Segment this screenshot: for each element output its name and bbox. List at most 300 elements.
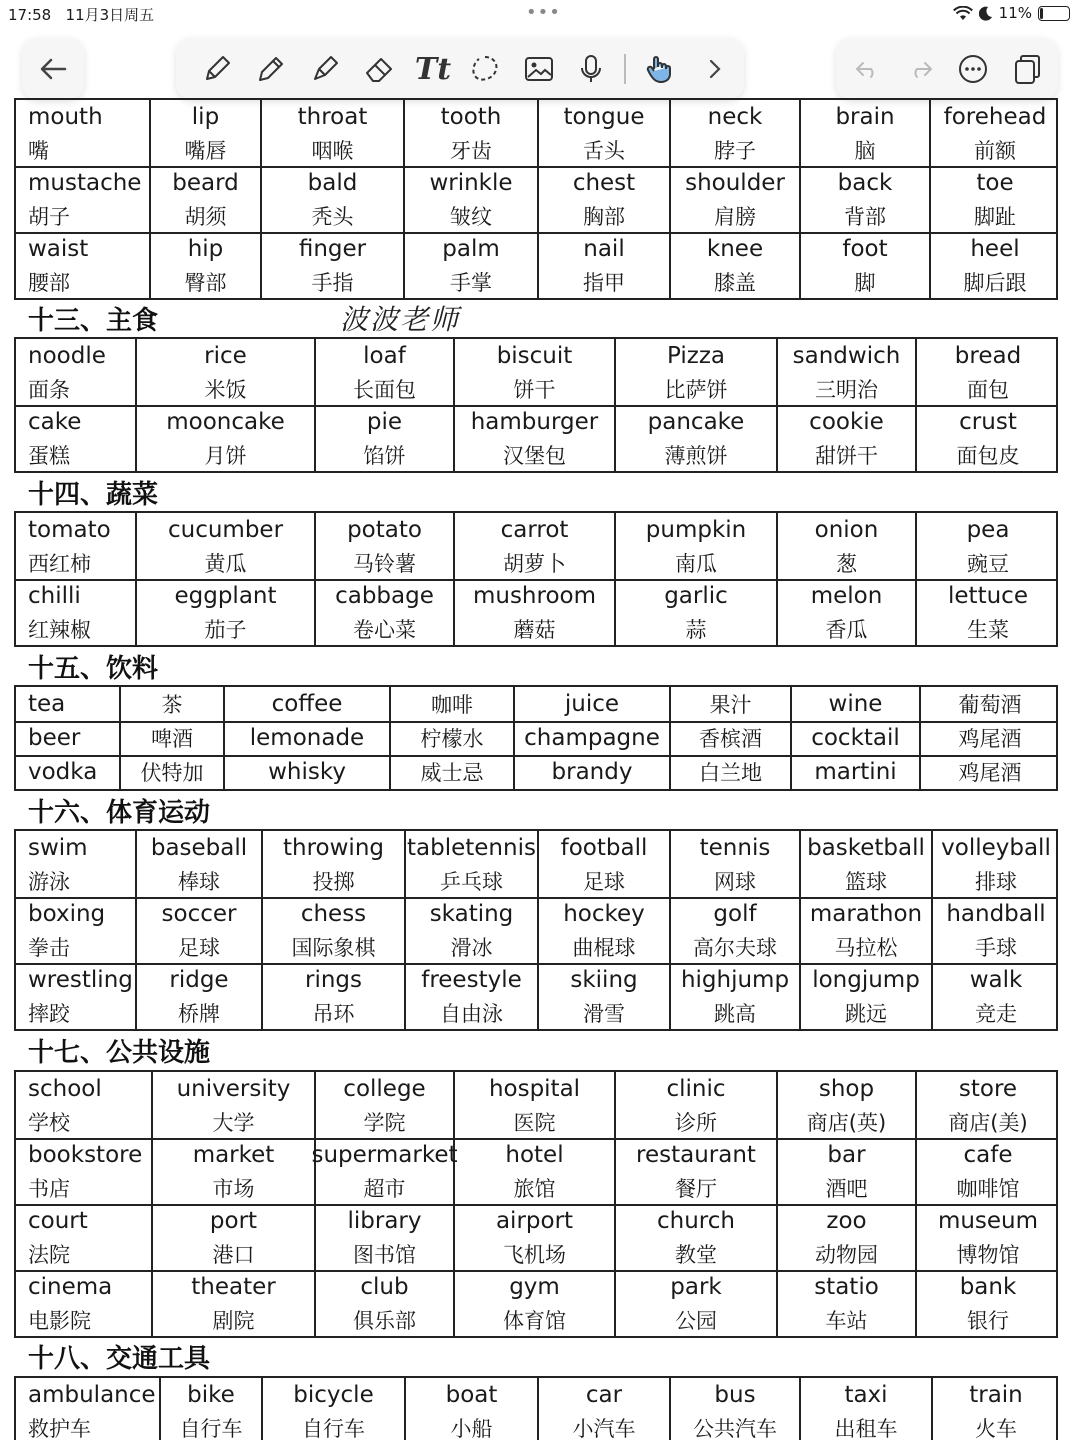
english-word: soccer xyxy=(161,900,237,927)
chinese-word: 自由泳 xyxy=(440,1001,503,1026)
english-word: biscuit xyxy=(496,342,573,369)
chinese-word: 投掷 xyxy=(312,869,355,894)
eraser-icon xyxy=(363,53,395,85)
english-word: wrestling xyxy=(28,966,133,993)
english-word: cinema xyxy=(28,1273,113,1300)
chinese-word: 胸部 xyxy=(583,204,625,229)
section-heading: 十五、饮料 xyxy=(28,654,159,684)
toolbar xyxy=(0,30,1080,100)
chinese-word: 香瓜 xyxy=(825,617,868,642)
chinese-word: 车站 xyxy=(825,1308,868,1333)
chinese-word: 市场 xyxy=(212,1176,255,1201)
table-row xyxy=(16,996,1056,1029)
chinese-word: 脚后跟 xyxy=(963,270,1027,295)
english-word: port xyxy=(209,1207,258,1234)
chinese-word: 自行车 xyxy=(179,1416,243,1440)
english-word: chess xyxy=(300,900,367,927)
chinese-word: 法院 xyxy=(28,1242,70,1267)
chinese-word: 跳远 xyxy=(845,1001,887,1026)
english-word: marathon xyxy=(809,900,923,927)
english-word: cake xyxy=(28,408,82,435)
table-row xyxy=(16,1204,1056,1237)
highlighter-tool-button[interactable] xyxy=(304,48,346,90)
english-word: eggplant xyxy=(174,582,277,609)
chinese-word: 飞机场 xyxy=(503,1242,566,1267)
chinese-word: 背部 xyxy=(844,204,886,229)
english-word: boat xyxy=(445,1381,498,1408)
chinese-word: 三明治 xyxy=(815,377,878,402)
chinese-word: 小船 xyxy=(450,1416,493,1440)
english-word: knee xyxy=(706,235,764,262)
chinese-word: 手球 xyxy=(975,935,1017,960)
english-word: skating xyxy=(429,900,514,927)
chinese-word: 臀部 xyxy=(184,270,227,295)
english-word: coffee xyxy=(271,691,343,717)
english-word: brandy xyxy=(551,759,633,785)
chinese-word: 棒球 xyxy=(178,869,220,894)
english-word: lemonade xyxy=(249,725,365,751)
microphone-icon xyxy=(575,53,607,85)
actions-pill xyxy=(836,38,1058,100)
more-options-button[interactable] xyxy=(952,48,994,90)
pages-icon xyxy=(1012,53,1042,85)
highlighter-icon xyxy=(309,53,341,85)
chinese-word: 汉堡包 xyxy=(503,443,566,468)
english-word: volleyball xyxy=(941,834,1051,861)
chinese-word: 咽喉 xyxy=(311,138,354,163)
redo-button[interactable] xyxy=(900,48,942,90)
chinese-word: 比萨饼 xyxy=(664,377,728,402)
chinese-word: 咖啡馆 xyxy=(956,1176,1020,1201)
english-word: clinic xyxy=(666,1075,726,1102)
english-word: crust xyxy=(959,408,1017,435)
vocab-table xyxy=(14,685,1058,791)
chinese-word: 茶 xyxy=(161,693,183,717)
table-row xyxy=(16,546,1056,579)
chinese-word: 银行 xyxy=(967,1308,1009,1333)
english-word: market xyxy=(192,1141,275,1168)
table-row xyxy=(16,372,1056,405)
english-word: golf xyxy=(713,900,757,927)
english-word: sandwich xyxy=(792,342,901,369)
chinese-word: 饼干 xyxy=(513,377,556,402)
english-word: waist xyxy=(28,235,89,262)
chinese-word: 手掌 xyxy=(450,270,492,295)
chinese-word: 滑冰 xyxy=(450,935,493,960)
english-word: mouth xyxy=(28,103,103,130)
vocab-table xyxy=(14,1070,1058,1338)
english-word: toe xyxy=(976,169,1014,196)
pencil-tool-button[interactable] xyxy=(250,48,292,90)
chinese-word: 博物馆 xyxy=(956,1242,1020,1267)
chinese-word: 篮球 xyxy=(845,869,887,894)
chevron-right-icon xyxy=(706,57,724,81)
english-word: neck xyxy=(707,103,763,130)
vocab-table xyxy=(14,829,1058,1031)
english-word: bike xyxy=(187,1381,235,1408)
english-word: ambulance xyxy=(28,1381,156,1408)
handwritten-signature: 波波老师 xyxy=(340,303,461,336)
english-word: cocktail xyxy=(811,725,900,751)
chinese-word: 肩膀 xyxy=(714,204,756,229)
chinese-word: 滑雪 xyxy=(583,1001,625,1026)
chinese-word: 拳击 xyxy=(28,935,70,960)
chinese-word: 竞走 xyxy=(975,1001,1017,1026)
english-word: court xyxy=(28,1207,88,1234)
english-word: hockey xyxy=(563,900,645,927)
chinese-word: 威士忌 xyxy=(420,761,484,785)
status-bar xyxy=(0,0,1080,28)
english-word: ridge xyxy=(169,966,229,993)
english-word: bus xyxy=(714,1381,756,1408)
redo-icon xyxy=(907,57,935,81)
chinese-word: 胡须 xyxy=(184,204,227,229)
chinese-word: 牙齿 xyxy=(450,138,492,163)
english-word: highjump xyxy=(680,966,790,993)
pages-button[interactable] xyxy=(1006,48,1048,90)
chinese-word: 学院 xyxy=(363,1110,406,1135)
english-word: zoo xyxy=(826,1207,867,1234)
chinese-word: 前额 xyxy=(974,138,1016,163)
table-row xyxy=(16,831,1056,864)
english-word: palm xyxy=(442,235,500,262)
multitasking-dots-icon[interactable]: ••• xyxy=(526,2,561,23)
chinese-word: 豌豆 xyxy=(967,551,1009,576)
chinese-word: 舌头 xyxy=(583,138,625,163)
english-word: melon xyxy=(810,582,883,609)
chinese-word: 超市 xyxy=(363,1176,406,1201)
english-word: tongue xyxy=(563,103,645,130)
battery-icon xyxy=(1038,6,1070,21)
english-word: juice xyxy=(564,691,620,717)
english-word: vodka xyxy=(28,759,98,785)
chinese-word: 蘑菇 xyxy=(513,617,556,642)
chinese-word: 白兰地 xyxy=(699,761,762,785)
english-word: skiing xyxy=(570,966,638,993)
more-icon xyxy=(957,53,989,85)
status-time: 17:58 11月3日周五 xyxy=(8,6,155,24)
english-word: tabletennis xyxy=(407,834,536,861)
chinese-word: 俱乐部 xyxy=(353,1308,416,1333)
chinese-word: 米饭 xyxy=(204,377,247,402)
chinese-word: 葡萄酒 xyxy=(958,693,1022,717)
pen-tool-button[interactable] xyxy=(196,48,238,90)
chinese-word: 马铃薯 xyxy=(353,551,416,576)
english-word: heel xyxy=(970,235,1020,262)
chinese-word: 胡子 xyxy=(28,204,70,229)
chinese-word: 鸡尾酒 xyxy=(958,727,1022,751)
chinese-word: 面包皮 xyxy=(956,443,1020,468)
chinese-word: 腰部 xyxy=(28,270,70,295)
table-row xyxy=(16,1171,1056,1204)
english-word: pie xyxy=(366,408,403,435)
chinese-word: 公共汽车 xyxy=(693,1416,777,1440)
chinese-word: 脚 xyxy=(854,270,876,295)
chinese-word: 港口 xyxy=(212,1242,255,1267)
section-heading: 十八、交通工具 xyxy=(28,1344,211,1374)
english-word: cafe xyxy=(963,1141,1013,1168)
chinese-word: 馅饼 xyxy=(363,443,406,468)
chinese-word: 伏特加 xyxy=(140,761,204,785)
chinese-word: 嘴唇 xyxy=(184,138,227,163)
back-button[interactable] xyxy=(22,38,84,100)
microphone-button[interactable] xyxy=(570,48,612,90)
chinese-word: 图书馆 xyxy=(353,1242,416,1267)
image-tool-button[interactable] xyxy=(518,48,560,90)
section-heading: 十七、公共设施 xyxy=(28,1038,211,1068)
table-row xyxy=(16,1270,1056,1303)
back-arrow-icon xyxy=(39,57,67,81)
chinese-word: 脚趾 xyxy=(974,204,1016,229)
english-word: club xyxy=(360,1273,409,1300)
chinese-word: 旅馆 xyxy=(513,1176,556,1201)
english-word: museum xyxy=(937,1207,1039,1234)
english-word: car xyxy=(585,1381,623,1408)
table-row xyxy=(16,438,1056,471)
vocab-table xyxy=(14,511,1058,647)
english-word: nail xyxy=(583,235,625,262)
chinese-word: 自行车 xyxy=(302,1416,365,1440)
english-word: finger xyxy=(298,235,367,262)
english-word: walk xyxy=(969,966,1023,993)
pen-icon xyxy=(201,53,233,85)
chinese-word: 出租车 xyxy=(834,1416,898,1440)
chinese-word: 游泳 xyxy=(28,869,70,894)
undo-icon xyxy=(853,57,881,81)
chinese-word: 小汽车 xyxy=(572,1416,636,1440)
table-row xyxy=(16,265,1056,298)
chinese-word: 高尔夫球 xyxy=(693,935,777,960)
table-row xyxy=(16,405,1056,438)
english-word: freestyle xyxy=(421,966,522,993)
chinese-word: 嘴 xyxy=(28,138,49,163)
section-heading: 十四、蔬菜 xyxy=(28,480,159,510)
english-word: supermarket xyxy=(311,1141,458,1168)
english-word: handball xyxy=(946,900,1046,927)
english-word: statio xyxy=(814,1273,879,1300)
english-word: college xyxy=(343,1075,426,1102)
pencil-icon xyxy=(255,53,287,85)
chinese-word: 曲棍球 xyxy=(572,935,636,960)
back-button-pill xyxy=(22,38,84,100)
table-row xyxy=(16,513,1056,546)
english-word: tennis xyxy=(699,834,771,861)
table-row xyxy=(16,100,1056,133)
table-row xyxy=(16,579,1056,612)
english-word: wine xyxy=(828,691,883,717)
table-row xyxy=(16,1105,1056,1138)
toolbar-divider xyxy=(624,54,626,84)
english-word: hospital xyxy=(488,1075,581,1102)
english-word: mushroom xyxy=(472,582,597,609)
english-word: beer xyxy=(28,725,81,751)
table-row xyxy=(16,930,1056,963)
chinese-word: 书店 xyxy=(28,1176,70,1201)
chinese-word: 餐厅 xyxy=(675,1176,717,1201)
section-heading: 十六、体育运动 xyxy=(28,798,211,828)
english-word: train xyxy=(969,1381,1023,1408)
english-word: cucumber xyxy=(167,516,284,543)
chinese-word: 电影院 xyxy=(28,1308,91,1333)
chinese-word: 公园 xyxy=(675,1308,717,1333)
table-row xyxy=(16,166,1056,199)
table-row xyxy=(16,1303,1056,1336)
lasso-tool-button[interactable] xyxy=(464,48,506,90)
chinese-word: 学校 xyxy=(28,1110,70,1135)
table-row xyxy=(16,687,1056,721)
chinese-word: 蛋糕 xyxy=(28,443,70,468)
english-word: foot xyxy=(842,235,888,262)
english-word: mooncake xyxy=(166,408,285,435)
english-word: pumpkin xyxy=(645,516,747,543)
english-word: shop xyxy=(818,1075,875,1102)
chinese-word: 教堂 xyxy=(675,1242,717,1267)
chinese-word: 鸡尾酒 xyxy=(958,761,1022,785)
english-word: hamburger xyxy=(470,408,599,435)
lasso-icon xyxy=(469,53,501,85)
english-word: school xyxy=(28,1075,102,1102)
english-word: onion xyxy=(814,516,879,543)
table-row xyxy=(16,1411,1056,1440)
english-word: football xyxy=(560,834,648,861)
table-row xyxy=(16,864,1056,897)
english-word: potato xyxy=(347,516,422,543)
english-word: wrinkle xyxy=(429,169,513,196)
undo-button[interactable] xyxy=(846,48,888,90)
chinese-word: 诊所 xyxy=(675,1110,717,1135)
english-word: lettuce xyxy=(948,582,1028,609)
chinese-word: 甜饼干 xyxy=(815,443,878,468)
note-page[interactable] xyxy=(0,98,1080,1440)
table-row xyxy=(16,1072,1056,1105)
english-word: whisky xyxy=(268,759,346,785)
english-word: store xyxy=(958,1075,1018,1102)
chinese-word: 足球 xyxy=(583,869,625,894)
table-row xyxy=(16,1378,1056,1411)
chinese-word: 蒜 xyxy=(685,617,707,642)
section-heading: 十三、主食 xyxy=(28,306,159,336)
english-word: throat xyxy=(297,103,368,130)
english-word: tooth xyxy=(440,103,502,130)
battery-percent: 11% xyxy=(998,4,1032,22)
table-row xyxy=(16,897,1056,930)
chinese-word: 皱纹 xyxy=(450,204,492,229)
chinese-word: 救护车 xyxy=(28,1416,91,1440)
english-word: champagne xyxy=(524,725,660,751)
english-word: tea xyxy=(28,691,66,717)
english-word: loaf xyxy=(363,342,406,369)
chinese-word: 商店(美) xyxy=(948,1110,1028,1135)
english-word: rice xyxy=(204,342,247,369)
chinese-word: 胡萝卜 xyxy=(503,551,566,576)
touch-mode-button[interactable] xyxy=(638,48,680,90)
english-word: theater xyxy=(191,1273,276,1300)
chinese-word: 香槟酒 xyxy=(699,727,762,751)
vocab-table xyxy=(14,337,1058,473)
english-word: forehead xyxy=(943,103,1047,130)
table-row xyxy=(16,199,1056,232)
image-icon xyxy=(523,53,555,85)
chinese-word: 果汁 xyxy=(709,693,752,717)
english-word: bald xyxy=(307,169,358,196)
english-word: pea xyxy=(966,516,1010,543)
english-word: bicycle xyxy=(293,1381,374,1408)
english-word: bar xyxy=(827,1141,866,1168)
table-row xyxy=(16,612,1056,645)
moon-icon xyxy=(979,6,993,21)
chinese-word: 指甲 xyxy=(583,270,625,295)
chinese-word: 咖啡 xyxy=(431,693,473,717)
english-word: airport xyxy=(495,1207,574,1234)
table-row xyxy=(16,339,1056,372)
english-word: mustache xyxy=(28,169,142,196)
table-row xyxy=(16,1237,1056,1270)
english-word: university xyxy=(176,1075,291,1102)
wifi-icon xyxy=(953,6,973,21)
english-word: Pizza xyxy=(667,342,725,369)
eraser-tool-button[interactable] xyxy=(358,48,400,90)
table-row xyxy=(16,755,1056,789)
chinese-word: 动物园 xyxy=(815,1242,878,1267)
text-tool-icon: Tt xyxy=(414,51,452,87)
chinese-word: 西红柿 xyxy=(28,551,91,576)
english-word: throwing xyxy=(283,834,384,861)
english-word: boxing xyxy=(28,900,106,927)
english-word: tomato xyxy=(28,516,111,543)
english-word: baseball xyxy=(150,834,248,861)
chinese-word: 大学 xyxy=(212,1110,255,1135)
english-word: chest xyxy=(572,169,636,196)
chinese-word: 医院 xyxy=(513,1110,556,1135)
english-word: hotel xyxy=(505,1141,564,1168)
chinese-word: 乒乓球 xyxy=(440,869,503,894)
chinese-word: 南瓜 xyxy=(675,551,717,576)
english-word: hip xyxy=(187,235,224,262)
english-word: longjump xyxy=(812,966,920,993)
chinese-word: 面条 xyxy=(28,377,70,402)
english-word: cookie xyxy=(809,408,884,435)
english-word: bank xyxy=(959,1273,1017,1300)
chinese-word: 膝盖 xyxy=(714,270,756,295)
table-row xyxy=(16,133,1056,166)
english-word: lip xyxy=(191,103,220,130)
chinese-word: 摔跤 xyxy=(28,1001,70,1026)
english-word: garlic xyxy=(664,582,728,609)
chinese-word: 火车 xyxy=(975,1416,1017,1440)
chinese-word: 网球 xyxy=(714,869,756,894)
chinese-word: 柠檬水 xyxy=(420,727,484,751)
english-word: swim xyxy=(28,834,88,861)
chinese-word: 月饼 xyxy=(204,443,247,468)
more-tools-button[interactable] xyxy=(694,48,736,90)
english-word: gym xyxy=(509,1273,560,1300)
english-word: back xyxy=(837,169,893,196)
chinese-word: 红辣椒 xyxy=(28,617,91,642)
chinese-word: 体育馆 xyxy=(503,1308,566,1333)
chinese-word: 酒吧 xyxy=(825,1176,868,1201)
vocab-table xyxy=(14,98,1058,300)
english-word: chilli xyxy=(28,582,81,609)
text-tool-button[interactable] xyxy=(410,48,456,90)
table-row xyxy=(16,232,1056,265)
table-row xyxy=(16,1138,1056,1171)
english-word: bread xyxy=(954,342,1022,369)
hand-touch-icon xyxy=(643,53,675,85)
english-word: basketball xyxy=(807,834,925,861)
chinese-word: 吊环 xyxy=(312,1001,355,1026)
english-word: beard xyxy=(172,169,239,196)
chinese-word: 桥牌 xyxy=(178,1001,220,1026)
